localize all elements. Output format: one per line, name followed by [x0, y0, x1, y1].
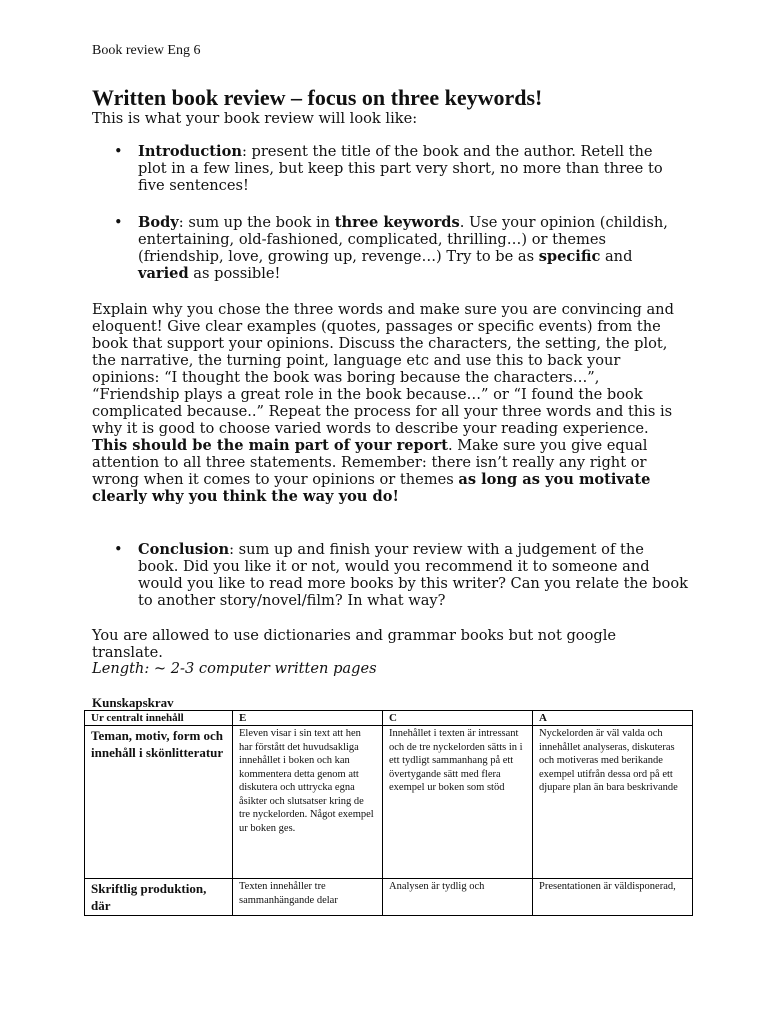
body-text-1: : sum up the book in [178, 214, 335, 231]
row-label: Teman, motiv, form och innehåll i skönlitteratur [85, 726, 233, 879]
page-title: Written book review – focus on three keywords! [92, 85, 543, 110]
page-header: Book review Eng 6 [92, 43, 201, 58]
cell-c: Innehållet i texten är intressant och de tre nyckelorden sätts in i ett tydligt sammanhang på ett övertygande sätt med flera exempel ur boken som stöd [383, 726, 533, 879]
table-row [85, 879, 693, 916]
introduction-list [92, 143, 682, 194]
length-text: Length: ~ 2-3 computer written pages [92, 660, 377, 677]
bullet-icon: • [114, 214, 123, 231]
column-header-c: C [383, 711, 533, 726]
explain-paragraph [92, 301, 688, 505]
body-bold-specific: specific [538, 248, 601, 265]
allowed-text: You are allowed to use dictionaries and grammar books but not google translate. [92, 627, 617, 661]
conclusion-list [92, 541, 688, 609]
kunskapskrav-table [84, 710, 693, 916]
cell-a: Nyckelorden är väl valda och innehållet analyseras, diskuteras och motiveras med berikande exempel utifrån dessa ord på ett djupare plan än bara beskrivande [533, 726, 693, 879]
column-header-a: A [533, 711, 693, 726]
column-header-content: Ur centralt innehåll [85, 711, 233, 726]
column-header-e: E [233, 711, 383, 726]
body-bold-varied: varied [138, 265, 189, 282]
conclusion-text: : sum up and finish your review with a judgement of the book. Did you like it or not, would you recommend it to someone and would you like to read more books by this writer? Can you relate the book to another story/novel/film? In what way? [138, 541, 688, 609]
body-bold-keywords: three keywords [334, 214, 460, 231]
list-item-body [92, 214, 682, 282]
conclusion-label: Conclusion [138, 541, 230, 558]
body-text-3: and [600, 248, 633, 265]
cell-c: Analysen är tydlig och [383, 879, 533, 916]
body-text-4: as possible! [188, 265, 281, 282]
bullet-icon: • [114, 143, 123, 160]
row-label: Skriftlig produktion, där [85, 879, 233, 916]
table-row [85, 726, 693, 879]
table-header-row [85, 711, 693, 726]
list-item-introduction [92, 143, 682, 194]
intro-text: This is what your book review will look like: [92, 110, 418, 127]
explain-text-2: . Make sure you give equal attention to all three statements. Remember: there isn’t really any right or wrong when it comes to your opinions or themes [92, 437, 648, 488]
cell-a: Presentationen är väldisponerad, [533, 879, 693, 916]
explain-bold-main-part: This should be the main part of your report [92, 437, 448, 454]
list-item-conclusion [92, 541, 688, 609]
cell-e: Texten innehåller tre sammanhängande delar [233, 879, 383, 916]
introduction-text: : present the title of the book and the author. Retell the plot in a few lines, but keep this part very short, no more than three to five sentences! [138, 143, 663, 194]
explain-bold-motivate: as long as you motivate clearly why you think the way you do! [92, 471, 651, 505]
body-text-2: . Use your opinion (childish, entertaining, old-fashioned, complicated, thrilling…) or themes (friendship, love, growing up, revenge…) Try to be as [138, 214, 668, 265]
explain-text-1: Explain why you chose the three words and make sure you are convincing and eloquent! Give clear examples (quotes, passages or specific events) from the book that support your opinions. Discuss the characters, the setting, the plot, the narrative, the turning point, language etc and use this to back your opinions: “I thought the book was boring because the characters…”, “Friendship plays a great role in the book because…” or “I found the book complicated because..” Repeat the process for all your three words and this is why it is good to choose varied words to describe your reading experience. [92, 301, 674, 437]
body-list [92, 214, 682, 282]
kunskapskrav-heading: Kunskapskrav [92, 695, 174, 710]
bullet-icon: • [114, 541, 123, 558]
body-label: Body [138, 214, 179, 231]
introduction-label: Introduction [138, 143, 242, 160]
cell-e: Eleven visar i sin text att hen har förstått det huvudsakliga innehållet i boken och kan kommentera detta genom att diskutera och uttrycka egna åsikter och slutsatser kring de tre nyckelorden. Något exempel ur boken ges. [233, 726, 383, 879]
